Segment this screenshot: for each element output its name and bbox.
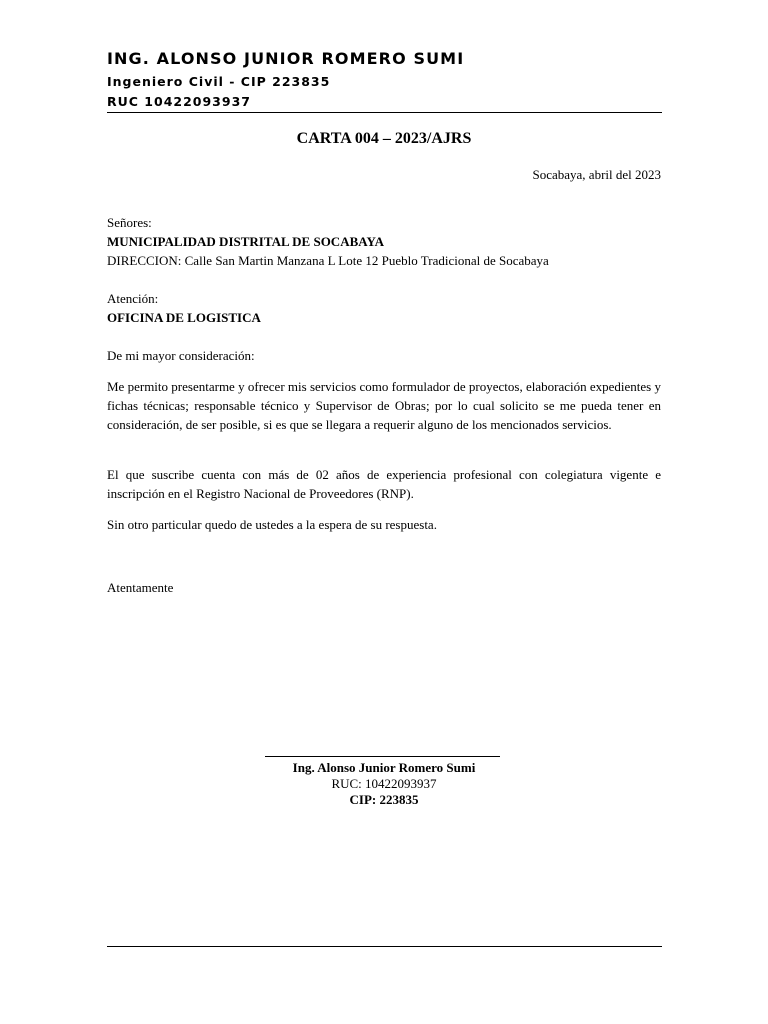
paragraph-experience: El que suscribe cuenta con más de 02 años de experiencia profesional con colegiatura vigente e inscripción en el Registro Nacional de Proveedores (RNP).	[107, 467, 661, 501]
closing: Atentamente	[107, 580, 174, 595]
signature-cip: CIP: 223835	[349, 792, 419, 807]
signature-line	[265, 756, 500, 757]
footer-divider	[107, 946, 662, 947]
salutation-label: Señores:	[107, 215, 152, 230]
letterhead-title-line: Ingeniero Civil - CIP 223835	[107, 74, 331, 89]
header-divider	[107, 112, 662, 113]
attention-office: OFICINA DE LOGISTICA	[107, 310, 261, 325]
signature-ruc: RUC: 10422093937	[331, 776, 437, 791]
letter-title: CARTA 004 – 2023/AJRS	[296, 130, 472, 147]
paragraph-closing-remark: Sin otro particular quedo de ustedes a la espera de su respuesta.	[107, 517, 437, 532]
greeting: De mi mayor consideración:	[107, 348, 255, 363]
letterhead-name: ING. ALONSO JUNIOR ROMERO SUMI	[107, 49, 465, 68]
recipient-address: DIRECCION: Calle San Martin Manzana L Lote 12 Pueblo Tradicional de Socabaya	[107, 253, 549, 268]
paragraph-services: Me permito presentarme y ofrecer mis servicios como formulador de proyectos, elaboración expedientes y fichas técnicas; responsable técnico y Supervisor de Obras; por lo cual solicito se me pueda tener en consideración, de ser posible, si es que se llegara a requerir alguno de los mencionados servicios.	[107, 379, 661, 432]
letterhead-ruc-line: RUC 10422093937	[107, 94, 251, 109]
signature-name: Ing. Alonso Junior Romero Sumi	[292, 760, 476, 775]
recipient-name: MUNICIPALIDAD DISTRITAL DE SOCABAYA	[107, 234, 385, 249]
attention-label: Atención:	[107, 291, 159, 306]
place-date: Socabaya, abril del 2023	[532, 167, 661, 182]
